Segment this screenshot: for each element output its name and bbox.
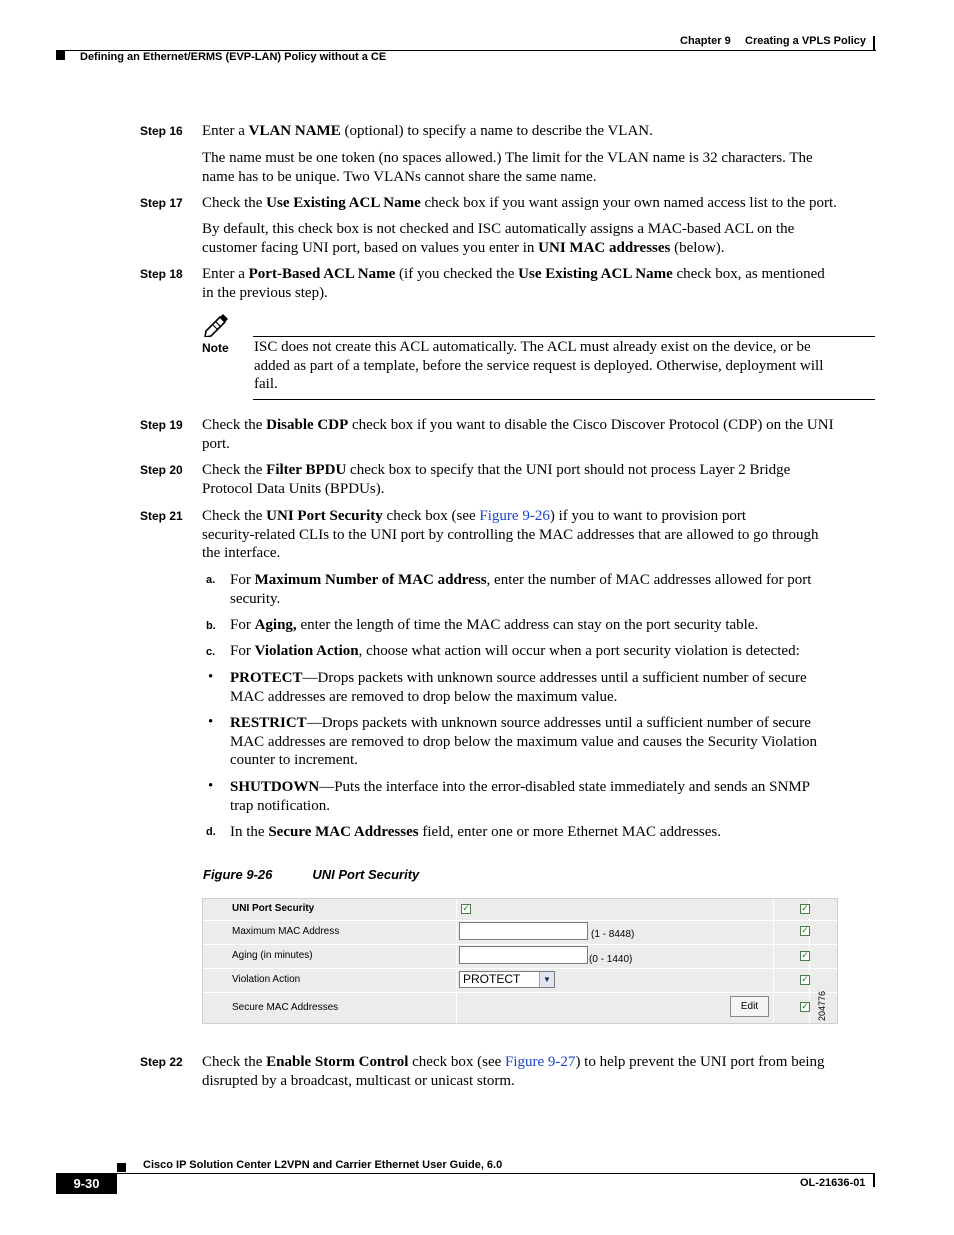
header-vertical-rule: [873, 36, 875, 50]
bullet-marker: •: [208, 669, 214, 685]
aging-row-checkbox[interactable]: ✓: [801, 951, 809, 961]
substep-b-text: For Aging, enter the length of time the MAC address can stay on the port security table.: [230, 617, 759, 633]
chevron-down-icon: ▼: [539, 972, 554, 987]
footer-rule: [117, 1173, 875, 1174]
aging-label: Aging (in minutes): [232, 950, 313, 961]
note-text: ISC does not create this ACL automatically. The ACL must already exist on the device, or be added as part of a template, before the service request is deployed. Otherwise, deployment will fail.: [254, 339, 824, 392]
substep-b-label: b.: [206, 620, 216, 632]
substep-a-text: For Maximum Number of MAC address, enter the number of MAC addresses allowed for port security.: [230, 572, 812, 607]
figure-title: UNI Port Security: [312, 867, 420, 882]
step-22-text: Check the Enable Storm Control check box (see Figure 9-27) to help prevent the UNI port from being disrupted by a broadcast, multicast or unicast storm.: [202, 1054, 825, 1089]
step-16-detail: The name must be one token (no spaces allowed.) The limit for the VLAN name is 32 characters. The name has to be unique. Two VLANs cannot share the same name.: [202, 150, 813, 185]
step-20-text: Check the Filter BPDU check box to specify that the UNI port should not process Layer 2 Bridge Protocol Data Units (BPDUs).: [202, 462, 791, 497]
aging-input[interactable]: [459, 946, 588, 964]
aging-range: (0 - 1440): [589, 954, 633, 965]
violation-action-label: Violation Action: [232, 974, 301, 985]
step-17-label: Step 17: [140, 196, 183, 210]
figure-caption: [203, 867, 419, 882]
edit-button[interactable]: Edit: [730, 996, 769, 1017]
bullet-marker: •: [208, 714, 214, 730]
header-section: Defining an Ethernet/ERMS (EVP-LAN) Policy without a CE: [80, 51, 387, 63]
header-chapter: Chapter 9: [680, 35, 731, 47]
footer-square: [117, 1163, 126, 1172]
violation-action-row-checkbox[interactable]: ✓: [801, 975, 809, 985]
step-17-text: Check the Use Existing ACL Name check box if you want assign your own named access list to the port.: [202, 195, 837, 211]
page-number: 9-30: [73, 1176, 100, 1191]
secure-mac-row-checkbox[interactable]: ✓: [801, 1002, 809, 1012]
note-top-rule: [253, 336, 875, 337]
step-16-text: Enter a VLAN NAME (optional) to specify a name to describe the VLAN.: [202, 123, 653, 139]
substep-c-label: c.: [206, 646, 216, 658]
max-mac-range: (1 - 8448): [591, 929, 635, 940]
max-mac-input[interactable]: [459, 922, 588, 940]
bullet-shutdown: SHUTDOWN—Puts the interface into the error-disabled state immediately and sends an SNMP trap notification.: [230, 779, 811, 814]
violation-action-selected: PROTECT: [463, 972, 521, 986]
uni-port-security-row-checkbox[interactable]: ✓: [801, 904, 809, 914]
note-bottom-rule: [253, 399, 875, 400]
header-chapter-title: Creating a VPLS Policy: [745, 35, 867, 47]
step-18-text: Enter a Port-Based ACL Name (if you checked the Use Existing ACL Name check box, as mentioned in the previous step).: [202, 266, 825, 301]
secure-mac-label: Secure MAC Addresses: [232, 1002, 339, 1013]
bullet-protect: PROTECT—Drops packets with unknown source addresses until a sufficient number of secure MAC addresses are removed to drop below the maximum value.: [230, 670, 807, 705]
step-18-label: Step 18: [140, 267, 183, 281]
row-violation-action: [203, 969, 839, 993]
step-22-label: Step 22: [140, 1055, 183, 1069]
pencil-note-icon: [203, 313, 231, 337]
max-mac-row-checkbox[interactable]: ✓: [801, 926, 809, 936]
header-square: [56, 51, 65, 60]
step-17-detail: By default, this check box is not checked and ISC automatically assigns a MAC-based ACL on the customer facing UNI port, based on values you enter in UNI MAC addresses (below).: [202, 221, 795, 256]
figure-9-27-link[interactable]: Figure 9-27: [505, 1054, 576, 1070]
step-21-text: Check the UNI Port Security check box (see Figure 9-26) if you to want to provision port security-related CLIs to the UNI port by controlling the MAC addresses that are allowed to go through the interface.: [202, 508, 819, 561]
row-uni-port-security: [203, 899, 839, 921]
step-21-label: Step 21: [140, 509, 183, 523]
row-secure-mac: [203, 990, 839, 1023]
bullet-restrict: RESTRICT—Drops packets with unknown source addresses until a sufficient number of secure MAC addresses are removed to drop below the maximum value and causes the Security Violation counter to increment.: [230, 715, 818, 768]
figure-number: Figure 9-26: [203, 867, 273, 882]
step-19-label: Step 19: [140, 418, 183, 432]
row-max-mac: [203, 921, 839, 945]
uni-port-security-panel: [202, 898, 838, 1024]
uni-port-security-label: UNI Port Security: [232, 903, 315, 914]
step-16-label: Step 16: [140, 124, 183, 138]
step-20-label: Step 20: [140, 463, 183, 477]
violation-action-select[interactable]: [459, 971, 555, 988]
max-mac-label: Maximum MAC Address: [232, 926, 340, 937]
footer-book-title: Cisco IP Solution Center L2VPN and Carrier Ethernet User Guide, 6.0: [143, 1159, 503, 1171]
substep-d-text: In the Secure MAC Addresses field, enter one or more Ethernet MAC addresses.: [230, 824, 722, 840]
uni-port-security-checkbox[interactable]: ✓: [462, 904, 470, 914]
substep-a-label: a.: [206, 574, 216, 586]
note-label: Note: [202, 341, 229, 355]
substep-d-label: d.: [206, 826, 216, 838]
page-number-box: [56, 1173, 117, 1194]
footer-doc-number: OL-21636-01: [800, 1177, 866, 1189]
figure-id: 204776: [817, 990, 827, 1021]
bullet-marker: •: [208, 778, 214, 794]
row-aging: [203, 945, 839, 969]
substep-c-text: For Violation Action, choose what action will occur when a port security violation is detected:: [230, 643, 800, 659]
footer-vertical-rule: [873, 1174, 875, 1187]
step-19-text: Check the Disable CDP check box if you want to disable the Cisco Discover Protocol (CDP) on the UNI port.: [202, 417, 834, 452]
figure-9-26-link[interactable]: Figure 9-26: [479, 508, 550, 524]
